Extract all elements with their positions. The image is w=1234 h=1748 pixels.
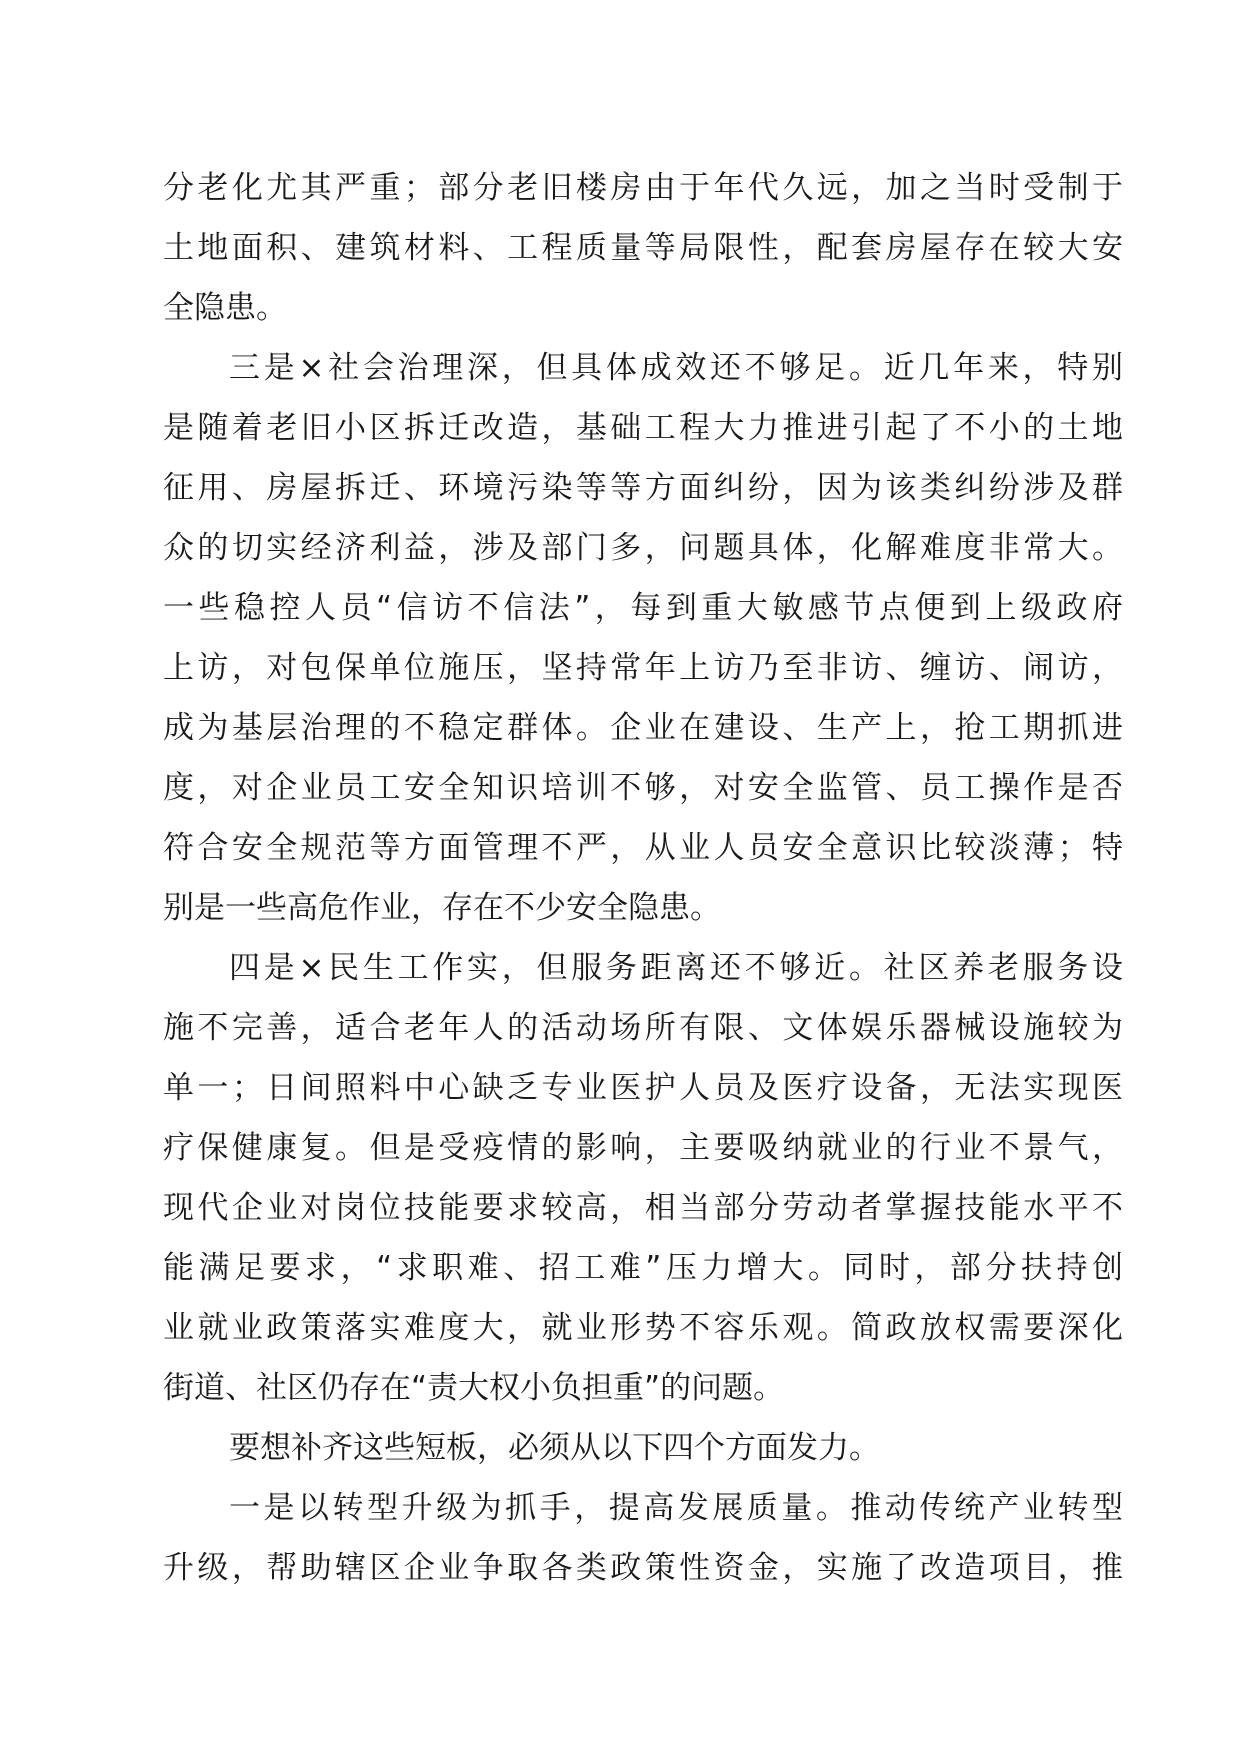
text-line: 众的切实经济利益，涉及部门多，问题具体，化解难度非常大。 [163, 530, 1123, 566]
text-line: 一些稳控人员“信访不信法”，每到重大敏感节点便到上级政府 [163, 590, 1123, 626]
text-line: 成为基层治理的不稳定群体。企业在建设、生产上，抢工期抓进 [163, 710, 1123, 746]
text-line: 施不完善，适合老年人的活动场所有限、文体娱乐器械设施较为 [163, 1010, 1123, 1046]
text-line: 别是一些高危作业，存在不少安全隐患。 [163, 890, 721, 926]
text-line: 分老化尤其严重；部分老旧楼房由于年代久远，加之当时受制于 [163, 170, 1123, 206]
body-text [163, 158, 1123, 1598]
text-line: 度，对企业员工安全知识培训不够，对安全监管、员工操作是否 [163, 770, 1123, 806]
text-line: 土地面积、建筑材料、工程质量等局限性，配套房屋存在较大安 [163, 230, 1123, 266]
text-line: 要想补齐这些短板，必须从以下四个方面发力。 [229, 1430, 880, 1466]
text-line: 街道、社区仍存在“责大权小负担重”的问题。 [163, 1370, 785, 1406]
text-line: 单一；日间照料中心缺乏专业医护人员及医疗设备，无法实现医 [163, 1070, 1123, 1106]
text-line: 能满足要求，“求职难、招工难”压力增大。同时，部分扶持创 [163, 1250, 1123, 1286]
text-line: 四是×民生工作实，但服务距离还不够近。社区养老服务设 [229, 950, 1123, 986]
text-line: 上访，对包保单位施压，坚持常年上访乃至非访、缠访、闹访， [163, 650, 1123, 686]
text-line: 征用、房屋拆迁、环境污染等等方面纠纷，因为该类纠纷涉及群 [163, 470, 1123, 506]
text-line: 是随着老旧小区拆迁改造，基础工程大力推进引起了不小的土地 [163, 410, 1123, 446]
text-line: 疗保健康复。但是受疫情的影响，主要吸纳就业的行业不景气， [163, 1130, 1123, 1166]
text-line: 现代企业对岗位技能要求较高，相当部分劳动者掌握技能水平不 [163, 1190, 1123, 1226]
text-line: 业就业政策落实难度大，就业形势不容乐观。简政放权需要深化 [163, 1310, 1123, 1346]
text-line: 全隐患。 [163, 290, 287, 326]
text-line: 升级，帮助辖区企业争取各类政策性资金，实施了改造项目，推 [163, 1550, 1123, 1586]
text-line: 三是×社会治理深，但具体成效还不够足。近几年来，特别 [229, 350, 1123, 386]
text-line: 一是以转型升级为抓手，提高发展质量。推动传统产业转型 [229, 1490, 1123, 1526]
text-line: 符合安全规范等方面管理不严，从业人员安全意识比较淡薄；特 [163, 830, 1123, 866]
